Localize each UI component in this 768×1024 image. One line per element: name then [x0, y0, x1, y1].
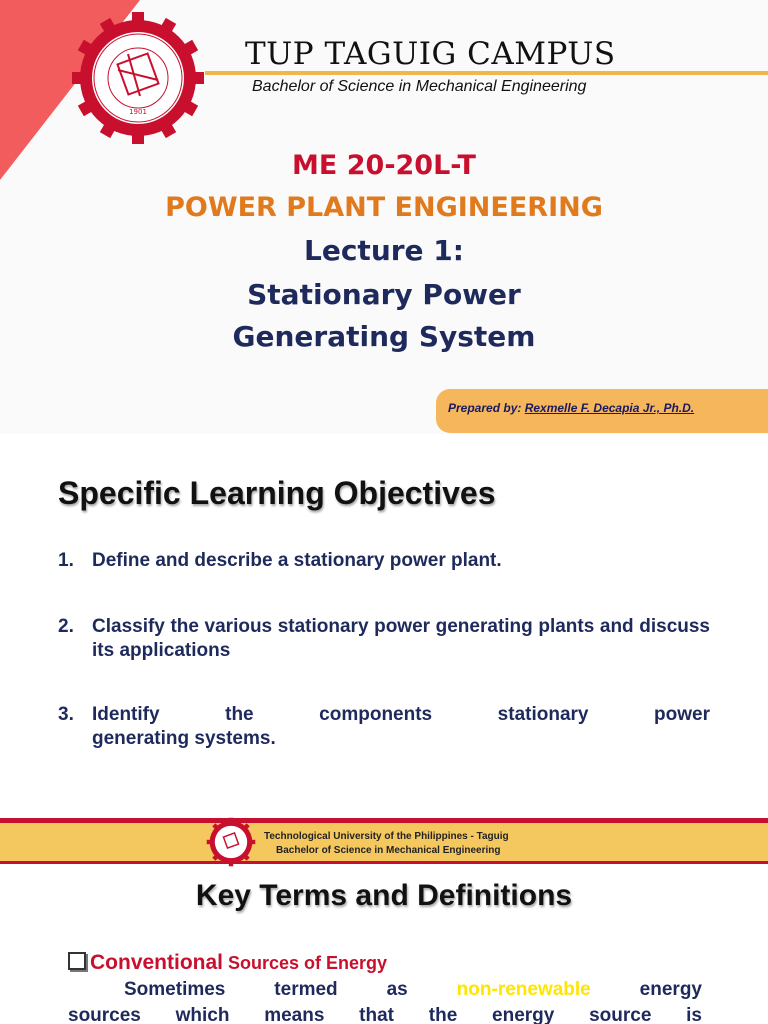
header-band-red-bottom: [0, 861, 768, 864]
objective-text-line-2: generating systems.: [92, 728, 276, 749]
sources-of-energy-label: Sources of Energy: [223, 953, 388, 973]
key-terms-heading: Key Terms and Definitions: [195, 879, 573, 912]
objectives-slide: [0, 437, 768, 807]
band-university-name: Technological University of the Philippines - Taguig: [264, 831, 509, 842]
definition-text: Sometimes termed as: [124, 979, 457, 1000]
prepared-by-label: Prepared by:: [448, 401, 525, 415]
objective-item: [58, 615, 710, 663]
checkbox-bullet-icon: [68, 952, 86, 970]
objective-number: 1.: [58, 550, 74, 571]
course-subject: POWER PLANT ENGINEERING: [165, 192, 603, 223]
conventional-sources-heading: [68, 951, 387, 975]
course-code: ME 20-20L-T: [292, 150, 476, 181]
objective-text-line-1: Identify the components stationary power: [92, 704, 710, 725]
svg-text:1901: 1901: [129, 108, 147, 116]
lecture-title-line-2: Generating System: [232, 320, 536, 353]
header-band: [0, 823, 768, 863]
definition-line-1: [68, 979, 702, 1001]
objective-text: Classify the various stationary power generating plants and discuss its applications: [92, 616, 710, 661]
highlighted-term: non-renewable: [456, 979, 591, 1000]
prepared-by-banner: [436, 389, 768, 433]
objectives-heading: Specific Learning Objectives: [58, 475, 496, 511]
campus-title: TUP TAGUIG CAMPUS: [245, 36, 616, 72]
objective-number: 2.: [58, 616, 74, 637]
objective-number: 3.: [58, 704, 74, 725]
program-name: Bachelor of Science in Mechanical Engineering: [252, 78, 587, 95]
author-name-link[interactable]: Rexmelle F. Decapia Jr., Ph.D.: [524, 401, 695, 415]
lecture-title-line-1: Stationary Power: [247, 278, 521, 311]
objective-item: [58, 549, 710, 573]
objective-text: Define and describe a stationary power plant.: [92, 550, 502, 571]
lecture-number: Lecture 1:: [304, 234, 464, 267]
definition-line-2: sources which means that the energy source is: [68, 1005, 702, 1024]
definition-text: energy: [590, 979, 702, 1000]
conventional-word: Conventional: [90, 951, 224, 974]
band-program-name: Bachelor of Science in Mechanical Engineering: [276, 845, 501, 856]
objective-item: [58, 703, 710, 751]
university-seal-icon: [70, 10, 206, 146]
title-slide: [0, 0, 768, 434]
key-terms-slide: [0, 815, 768, 1024]
university-seal-icon: [206, 817, 256, 867]
